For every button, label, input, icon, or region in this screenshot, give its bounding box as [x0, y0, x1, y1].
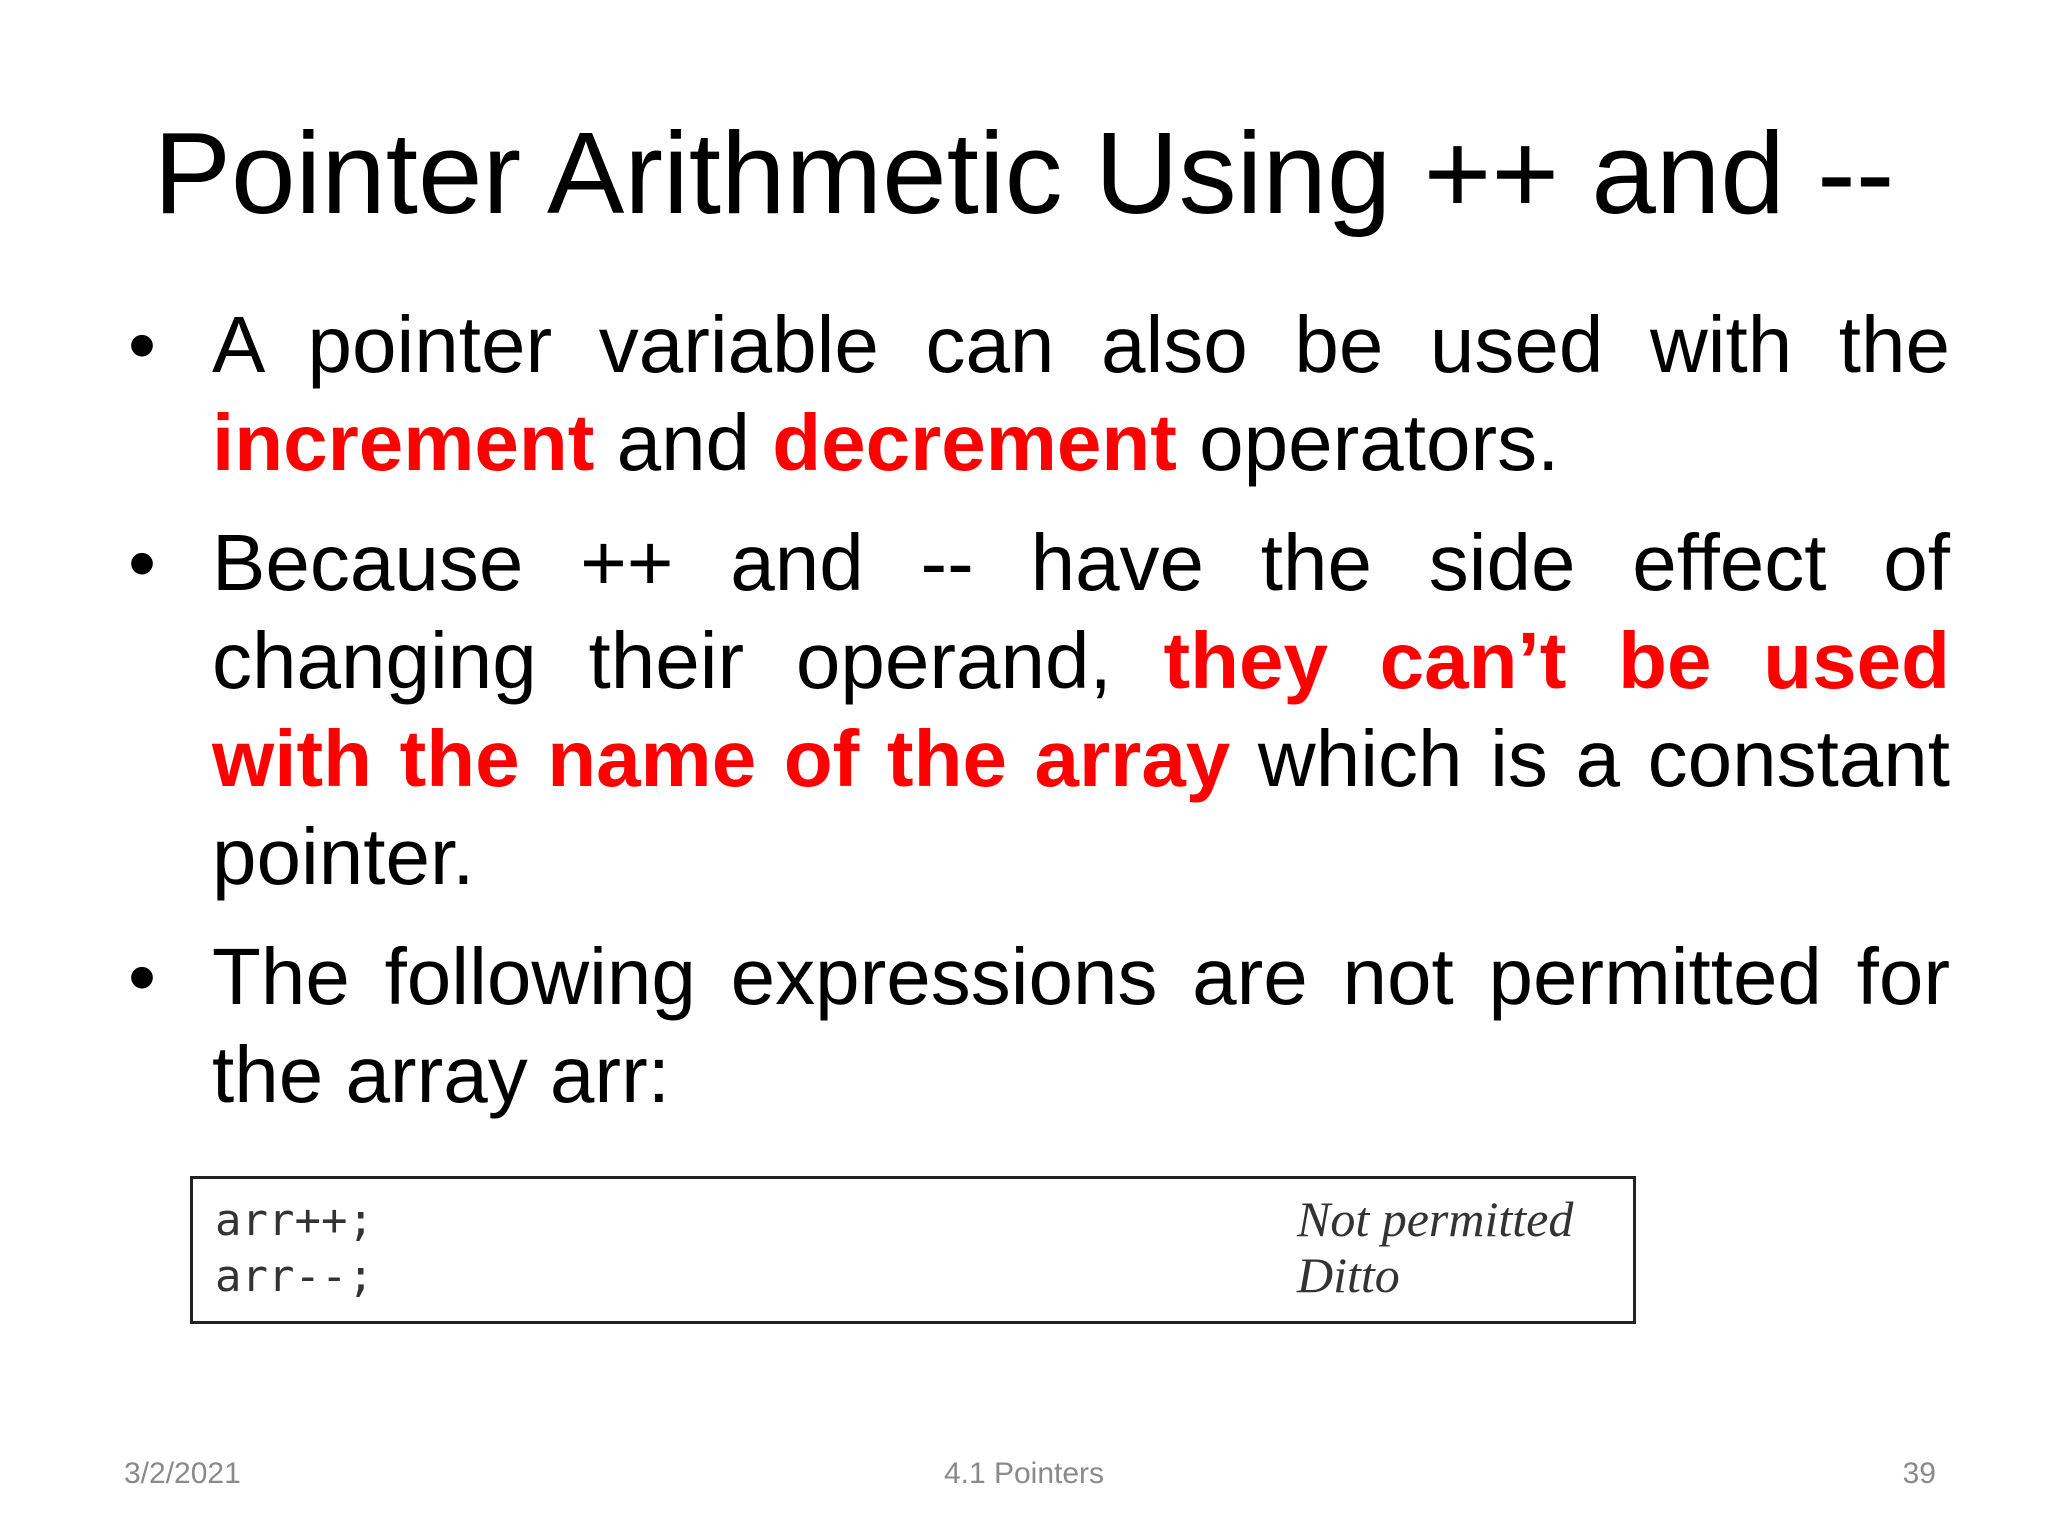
- footer-page-number: 39: [1902, 1457, 1936, 1490]
- bullet-text-segment: and: [594, 398, 773, 487]
- bullet-text-segment: operators.: [1176, 398, 1560, 487]
- bullet-icon: •: [128, 518, 157, 607]
- bullet-icon: •: [128, 932, 157, 1021]
- bullet-item: [120, 514, 1950, 906]
- highlighted-term: increment: [212, 398, 595, 487]
- footer-date: 3/2/2021: [124, 1457, 241, 1490]
- bullet-list: [120, 296, 1950, 1146]
- bullet-text-segment: A pointer variable can also be used with the: [212, 300, 1950, 389]
- code-line-decrement: arr--;: [215, 1251, 374, 1302]
- highlighted-term: decrement: [772, 398, 1177, 487]
- bullet-text-segment: The following expressions are not permitted for the array arr:: [212, 932, 1950, 1119]
- bullet-text-segment: which is a constant pointer.: [212, 714, 1951, 901]
- code-line-increment: arr++;: [215, 1195, 374, 1246]
- bullet-item: [120, 928, 1950, 1124]
- slide-title: Pointer Arithmetic Using ++ and --: [153, 108, 1895, 238]
- bullet-item: [120, 296, 1950, 492]
- highlighted-phrase: they can’t be used with the name of the array: [212, 616, 1950, 803]
- footer-section-title: 4.1 Pointers: [943, 1457, 1105, 1490]
- code-note-ditto: Ditto: [1297, 1247, 1400, 1303]
- bullet-icon: •: [128, 300, 157, 389]
- code-note-not-permitted: Not permitted: [1297, 1191, 1574, 1247]
- code-example-box: [190, 1176, 1636, 1324]
- bullet-text-segment: Because ++ and -- have the side effect of changing their operand,: [212, 518, 1950, 705]
- code-notes: [1297, 1191, 1573, 1303]
- code-lines: [215, 1193, 374, 1305]
